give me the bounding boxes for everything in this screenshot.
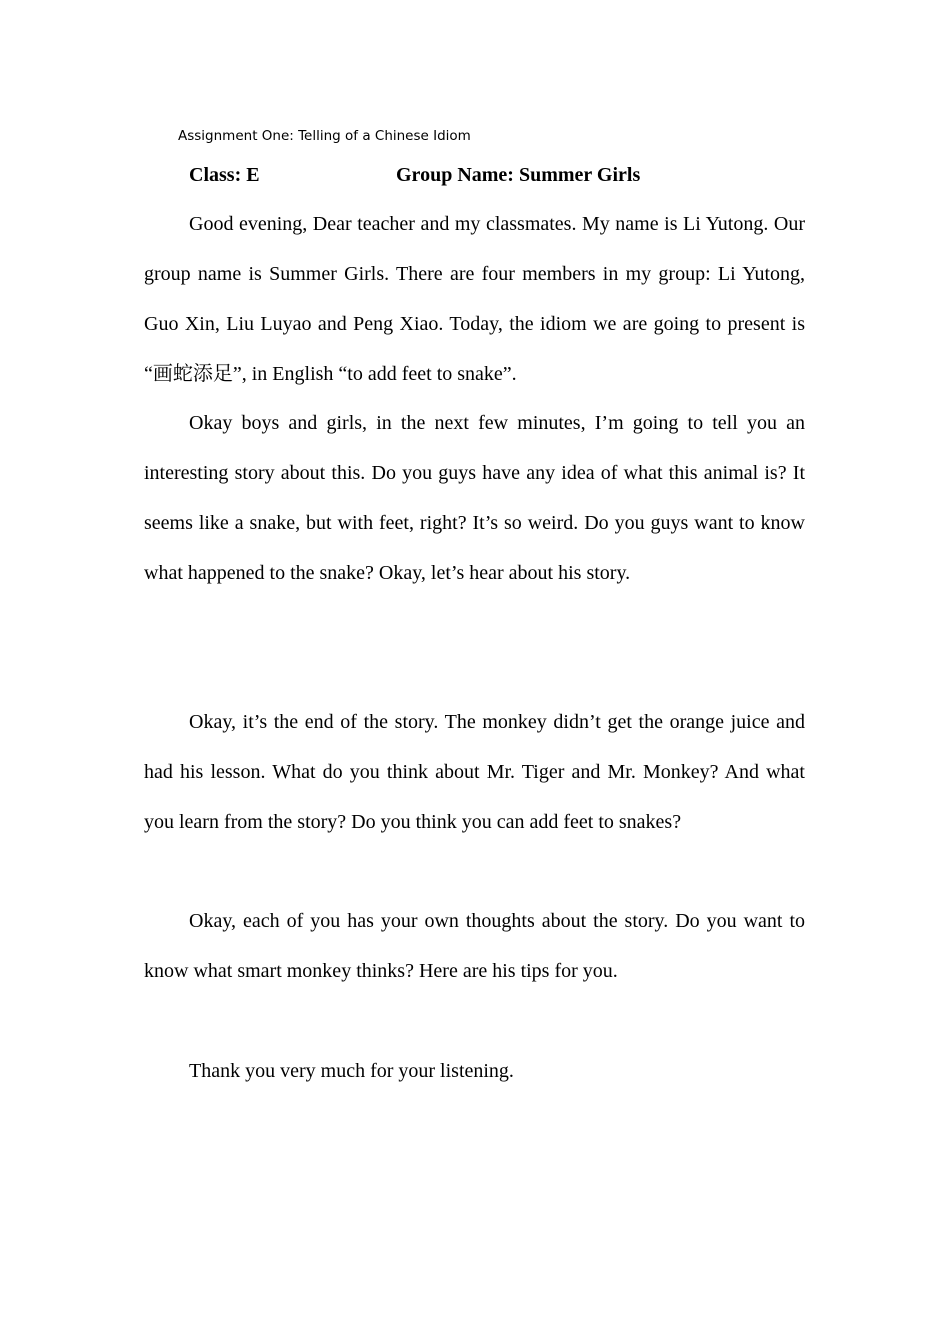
paragraph-introduction: Good evening, Dear teacher and my classmates. My name is Li Yutong. Our group name is Summer Girls. There are four members in my group: Li Yutong, Guo Xin, Liu Luyao and Peng Xiao. Today, the idiom we are going to present is “画蛇添足”, in English “to add feet to snake”. [144, 213, 805, 385]
group-name-label: Group Name: Summer Girls [396, 164, 641, 186]
class-label: Class: E [189, 164, 260, 186]
assignment-title: Assignment One: Telling of a Chinese Idiom [178, 128, 471, 144]
paragraph-story-end: Okay, it’s the end of the story. The monkey didn’t get the orange juice and had his lesson. What do you think about Mr. Tiger and Mr. Monkey? And what you learn from the story? Do you think you can add feet to snakes? [144, 711, 805, 833]
paragraph-story-intro: Okay boys and girls, in the next few minutes, I’m going to tell you an interesting story about this. Do you guys have any idea of what this animal is? It seems like a snake, but with feet, right? It’s so weird. Do you guys want to know what happened to the snake? Okay, let’s hear about his story. [144, 412, 805, 584]
paragraph-thoughts: Okay, each of you has your own thoughts about the story. Do you want to know what smart monkey thinks? Here are his tips for you. [144, 910, 805, 982]
paragraph-thanks: Thank you very much for your listening. [189, 1060, 514, 1082]
